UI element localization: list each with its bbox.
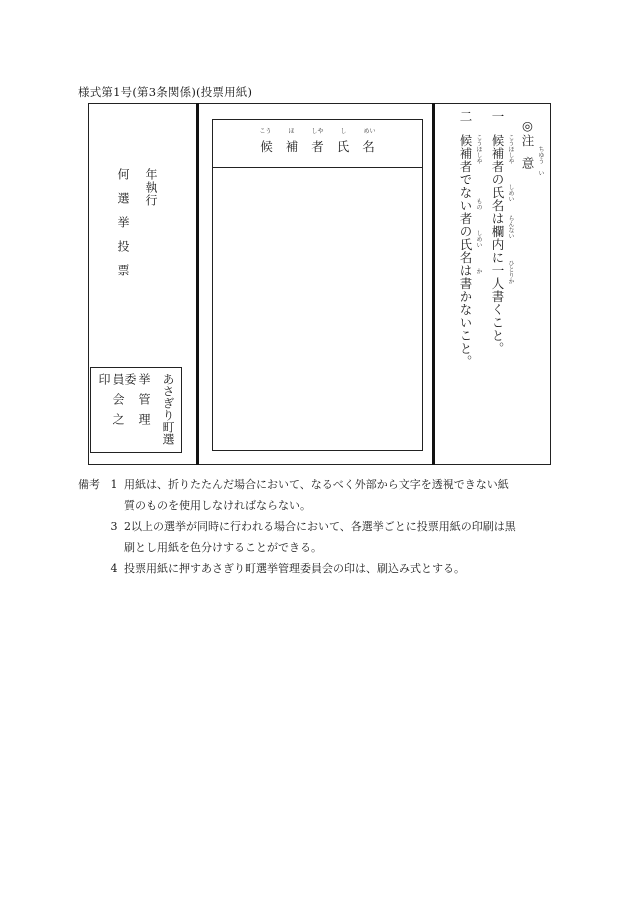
remark-text: 2以上の選挙が同時に行われる場合において、各選挙ごとに投票用紙の印刷は黒 bbox=[124, 520, 516, 533]
note-2-number: 二 bbox=[458, 110, 473, 123]
remark-text-continued: 質のものを使用しなければならない。 bbox=[124, 499, 311, 512]
note-2-text: 候補者でない者の氏名は書かないこと。 bbox=[458, 134, 473, 368]
note-2-ruby-4: か bbox=[475, 268, 482, 274]
note-heading-mark: ◎ bbox=[520, 118, 535, 134]
name-label-ruby: こう ほ しや し めい bbox=[259, 128, 376, 135]
form-heading: 様式第1号(第3条関係)(投票用紙) bbox=[78, 85, 253, 99]
name-label-text: 候補者氏名 bbox=[260, 139, 388, 154]
note-1-ruby-2: しめい bbox=[507, 184, 514, 202]
stamp-column-1: あさぎり町選 bbox=[161, 373, 175, 445]
note-heading-ruby-2: い bbox=[537, 170, 544, 176]
note-1-ruby-4: ひとりか bbox=[507, 260, 514, 284]
note-heading: 注意 bbox=[520, 134, 535, 179]
remark-item bbox=[104, 516, 558, 558]
remark-number: 1 bbox=[110, 478, 118, 491]
election-year-line: 年執行 bbox=[144, 168, 158, 207]
note-1-number: 一 bbox=[490, 110, 505, 123]
election-name: 何選挙投票 bbox=[116, 168, 130, 288]
candidate-name-label bbox=[212, 126, 423, 155]
remark-number: 3 bbox=[110, 520, 118, 533]
remark-number: 4 bbox=[110, 562, 118, 575]
fold-line-right bbox=[432, 103, 435, 465]
note-heading-ruby-1: ちゆう bbox=[537, 146, 544, 164]
remark-text: 用紙は、折りたたんだ場合において、なるべく外部から文字を透視できない紙 bbox=[124, 478, 509, 491]
note-2-ruby-2: もの bbox=[475, 198, 482, 210]
stamp-column-3: 員会之印 bbox=[97, 373, 125, 433]
note-1-ruby-1: こうほしや bbox=[507, 134, 514, 164]
remark-item bbox=[104, 558, 558, 579]
fold-line-left bbox=[196, 103, 199, 465]
note-1-text: 候補者の氏名は欄内に一人書くこと。 bbox=[490, 134, 505, 355]
remark-item bbox=[104, 474, 558, 516]
name-box-divider bbox=[212, 167, 423, 168]
note-2-ruby-3: しめい bbox=[475, 230, 482, 248]
candidate-name-box bbox=[212, 119, 423, 451]
note-2-ruby-1: こうほしや bbox=[475, 134, 482, 164]
official-stamp bbox=[90, 367, 182, 453]
stamp-column-2: 挙管理委 bbox=[123, 373, 151, 433]
remark-text: 投票用紙に押すあさぎり町選挙管理委員会の印は、刷込み式とする。 bbox=[124, 562, 465, 575]
note-1-ruby-3: らんない bbox=[507, 215, 514, 239]
remark-text-continued: 刷とし用紙を色分けすることができる。 bbox=[124, 541, 322, 554]
remarks-label: 備考 bbox=[78, 478, 100, 491]
